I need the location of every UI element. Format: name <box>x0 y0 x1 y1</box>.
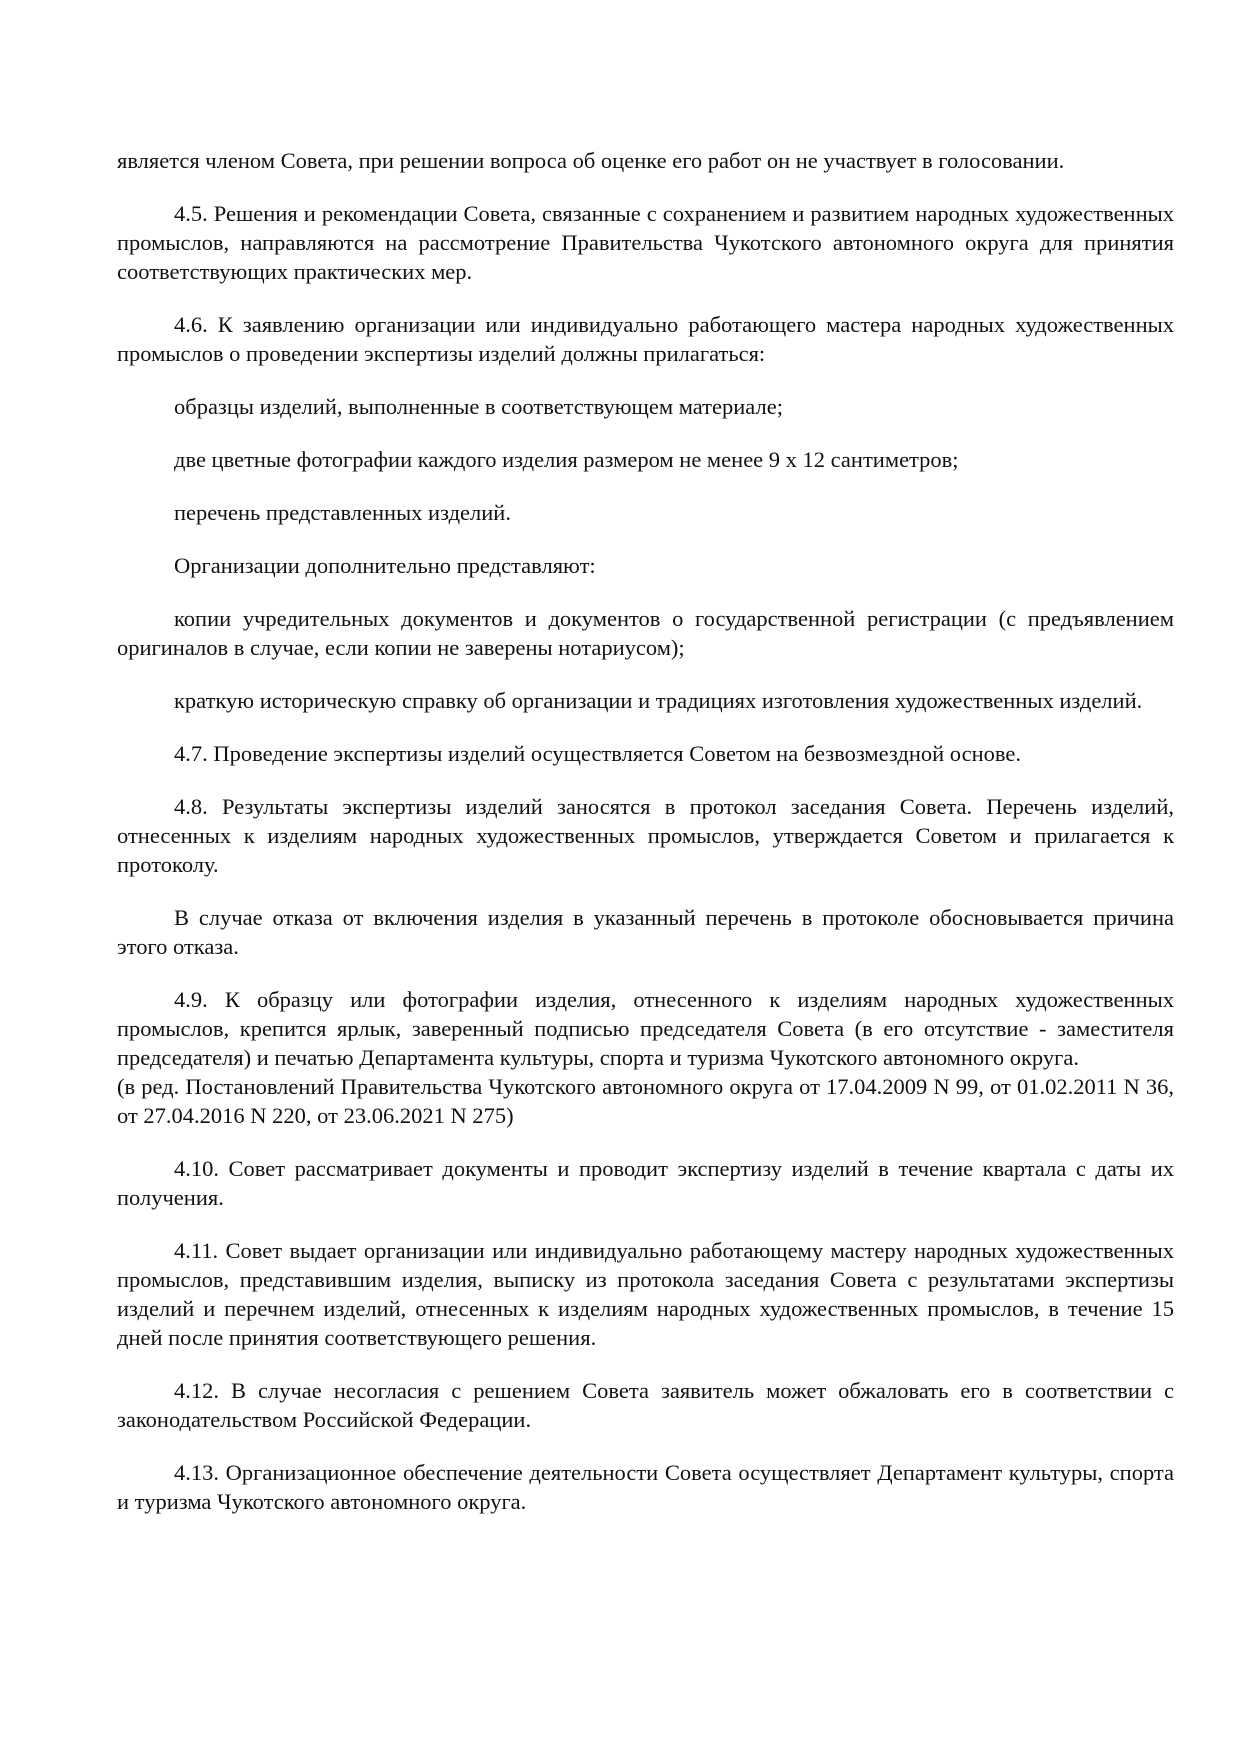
paragraph-refusal: В случае отказа от включения изделия в указанный перечень в протоколе обосновывается причина этого отказа. <box>117 905 1174 959</box>
paragraph-4-11: 4.11. Совет выдает организации или индивидуально работающему мастеру народных художественных промыслов, представившим изделия, выписку из протокола заседания Совета с результатами экспертизы изделий и перечнем изделий, отнесенных к изделиям народных художественных промыслов, в течение 15 дней после принятия соответствующего решения. <box>117 1238 1174 1350</box>
paragraph-4-6: 4.6. К заявлению организации или индивидуально работающего мастера народных художественных промыслов о проведении экспертизы изделий должны прилагаться: <box>117 312 1174 366</box>
list-item-inventory: перечень представленных изделий. <box>174 500 511 525</box>
document-page <box>117 146 1174 1540</box>
paragraph-4-7: 4.7. Проведение экспертизы изделий осуществляется Советом на безвозмездной основе. <box>174 741 1022 766</box>
paragraph-4-10: 4.10. Совет рассматривает документы и проводит экспертизу изделий в течение квартала с даты их получения. <box>117 1156 1174 1210</box>
list-item-samples: образцы изделий, выполненные в соответствующем материале; <box>174 394 783 419</box>
paragraph-4-9: 4.9. К образцу или фотографии изделия, отнесенного к изделиям народных художественных промыслов, крепится ярлык, заверенный подписью председателя Совета (в его отсутствие - заместителя председателя) и печатью Департамента культуры, спорта и туризма Чукотского автономного округа. <box>117 987 1174 1070</box>
paragraph-4-13: 4.13. Организационное обеспечение деятельности Совета осуществляет Департамент культуры, спорта и туризма Чукотского автономного округа. <box>117 1460 1174 1514</box>
list-item-photos: две цветные фотографии каждого изделия размером не менее 9 х 12 сантиметров; <box>174 447 959 472</box>
paragraph-4-8: 4.8. Результаты экспертизы изделий заносятся в протокол заседания Совета. Перечень изделий, отнесенных к изделиям народных художественных промыслов, утверждается Советом и прилагается к протоколу. <box>117 794 1174 877</box>
paragraph-4-12: 4.12. В случае несогласия с решением Совета заявитель может обжаловать его в соответствии с законодательством Российской Федерации. <box>117 1378 1174 1432</box>
paragraph-continuation: является членом Совета, при решении вопроса об оценке его работ он не участвует в голосовании. <box>117 148 1065 173</box>
amendment-note: (в ред. Постановлений Правительства Чукотского автономного округа от 17.04.2009 N 99, от 01.02.2011 N 36, от 27.04.2016 N 220, от 23.06.2021 N 275) <box>117 1074 1174 1128</box>
list-item-historical-note: краткую историческую справку об организации и традициях изготовления художественных изделий. <box>174 688 1143 713</box>
paragraph-organizations-additional: Организации дополнительно представляют: <box>174 553 596 578</box>
list-item-founding-documents: копии учредительных документов и документов о государственной регистрации (с предъявлением оригиналов в случае, если копии не заверены нотариусом); <box>117 606 1174 660</box>
paragraph-4-5: 4.5. Решения и рекомендации Совета, связанные с сохранением и развитием народных художественных промыслов, направляются на рассмотрение Правительства Чукотского автономного округа для принятия соответствующих практических мер. <box>117 201 1174 284</box>
